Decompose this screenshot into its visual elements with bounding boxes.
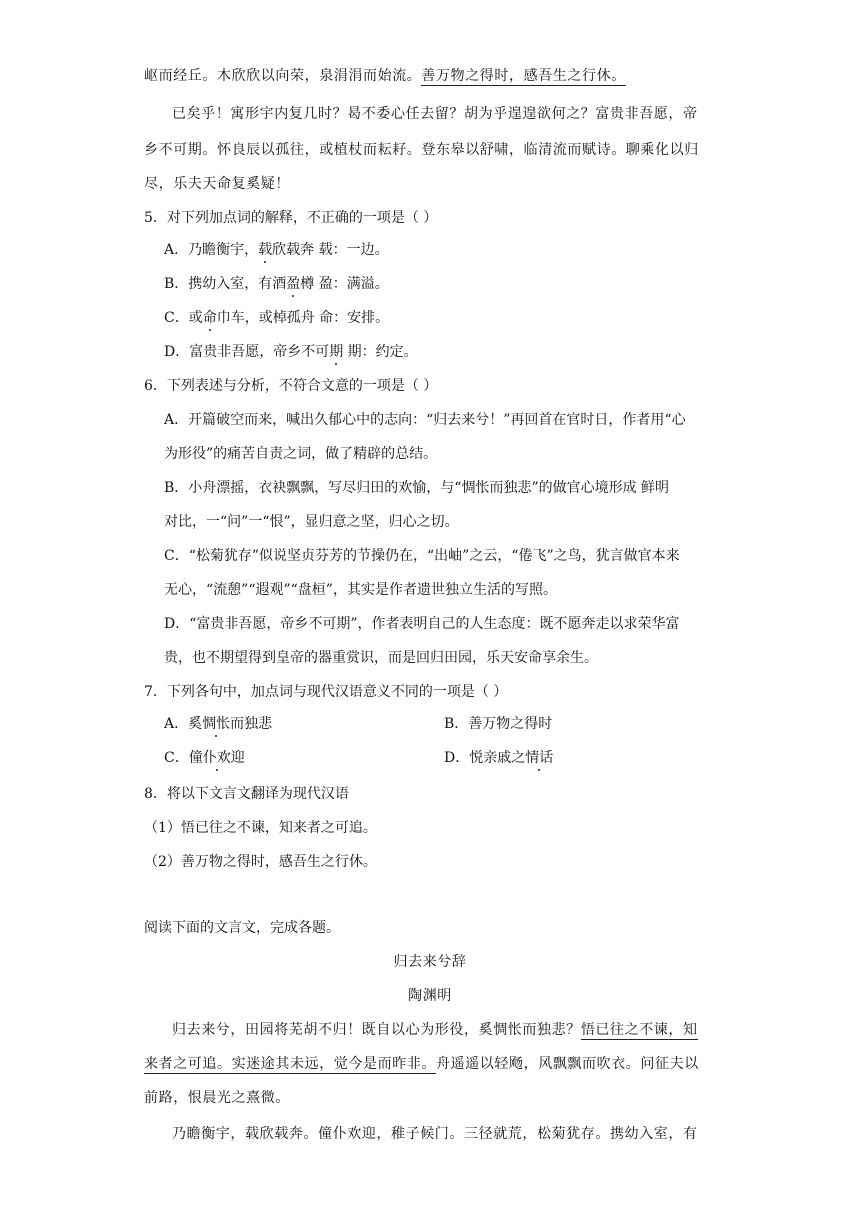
passage-text: 岖而经丘。木欣欣以向荣，泉涓涓而始流。	[144, 68, 422, 84]
dotted-word: 载	[258, 242, 273, 258]
passage-line: 乃瞻衡宇，载欣载奔。僮仆欢迎，稚子候门。三径就荒，松菊犹存。携幼入室，有	[172, 1126, 698, 1142]
q7-option-b[interactable]: B．善万物之得时	[444, 716, 553, 732]
dotted-word: 僮仆欢迎	[188, 750, 245, 766]
passage-line	[144, 66, 626, 86]
passage-author: 陶渊明	[408, 988, 452, 1004]
q6-option-a[interactable]: A．开篇破空而来，喊出久郁心中的志向：“归去来兮！”再回首在官时日，作者用“心	[164, 412, 686, 428]
passage-line: 来者之可追。实迷途其未远，觉今是而昨非。舟遥遥以轻飏，风飘飘而吹衣。问征夫以	[144, 1056, 699, 1072]
question-8-stem: 8．将以下文言文翻译为现代汉语	[144, 786, 349, 802]
passage-line: 归去来兮，田园将芜胡不归！既自以心为形役，奚惆怅而独悲？悟已往之不谏，知	[172, 1022, 698, 1038]
question-5-stem: 5．对下列加点词的解释，不正确的一项是（ ）	[144, 210, 438, 226]
q5-option-d[interactable]: D．富贵非吾愿，帝乡不可期 期：约定。	[164, 344, 418, 360]
q6-option-c[interactable]: C．“松菊犹存”似说坚贞芬芳的节操仍在，“出岫”之云，“倦飞”之鸟，犹言做官本来	[164, 548, 680, 564]
dotted-word: 惆怅	[202, 716, 231, 732]
passage-title: 归去来兮辞	[393, 954, 467, 970]
reading-instruction: 阅读下面的文言文，完成各题。	[144, 920, 340, 936]
dotted-word: 盈	[286, 276, 301, 292]
q8-sentence-1: （1）悟已往之不谏，知来者之可追。	[144, 820, 377, 836]
q8-sentence-2: （2）善万物之得时，感吾生之行休。	[144, 854, 377, 870]
q5-option-c[interactable]: C．或命巾车，或棹孤舟 命：安排。	[164, 310, 390, 326]
passage-line: 已矣乎！寓形宇内复几时？曷不委心任去留？胡为乎遑遑欲何之？富贵非吾愿，帝	[172, 106, 698, 122]
underlined-sentence: 来者之可追。实迷途其未远，觉今是而昨非。	[144, 1056, 436, 1072]
q7-option-a[interactable]: A．奚惆怅而独悲	[164, 716, 273, 732]
q6-option-b-cont: 对比，一“问”一“恨”，显归意之坚，归心之切。	[164, 514, 459, 530]
dotted-word: 命	[202, 310, 217, 326]
q5-option-b[interactable]: B．携幼入室，有酒盈樽 盈：满溢。	[164, 276, 389, 292]
q5-option-a[interactable]: A．乃瞻衡宇，载欣载奔 载：一边。	[164, 242, 389, 258]
q6-option-c-cont: 无心，“流憩”“遐观”“盘桓”，其实是作者遗世独立生活的写照。	[164, 582, 557, 598]
q7-option-d[interactable]: D．悦亲戚之情话	[444, 750, 554, 766]
q7-option-c[interactable]: C．僮仆欢迎	[164, 750, 245, 766]
passage-line: 尽，乐夫天命复奚疑！	[144, 176, 290, 192]
dotted-word: 期	[329, 344, 344, 360]
q6-option-d-cont: 贵，也不期望得到皇帝的器重赏识，而是回归田园，乐天安命享余生。	[164, 650, 598, 666]
dotted-word: 情话	[525, 750, 554, 766]
passage-line: 乡不可期。怀良辰以孤往，或植杖而耘耔。登东皋以舒啸，临清流而赋诗。聊乘化以归	[144, 142, 699, 158]
underlined-sentence: 悟已往之不谏，知	[580, 1022, 698, 1038]
question-6-stem: 6．下列表述与分析，不符合文意的一项是（ ）	[144, 378, 438, 394]
q6-option-b[interactable]: B．小舟漂摇，衣袂飘飘，写尽归田的欢愉，与“惆怅而独悲”的做官心境形成 鲜明	[164, 480, 670, 496]
question-7-stem: 7．下列各句中，加点词与现代汉语意义不同的一项是（ ）	[144, 684, 508, 700]
passage-line: 前路，恨晨光之熹微。	[144, 1090, 290, 1106]
q6-option-d[interactable]: D．“富贵非吾愿，帝乡不可期”，作者表明自己的人生态度：既不愿奔走以求荣华富	[164, 616, 680, 632]
underlined-sentence: 善万物之得时，感吾生之行休。	[421, 68, 626, 84]
q6-option-a-cont: 为形役”的痛苦自责之词，做了精辟的总结。	[164, 446, 438, 462]
